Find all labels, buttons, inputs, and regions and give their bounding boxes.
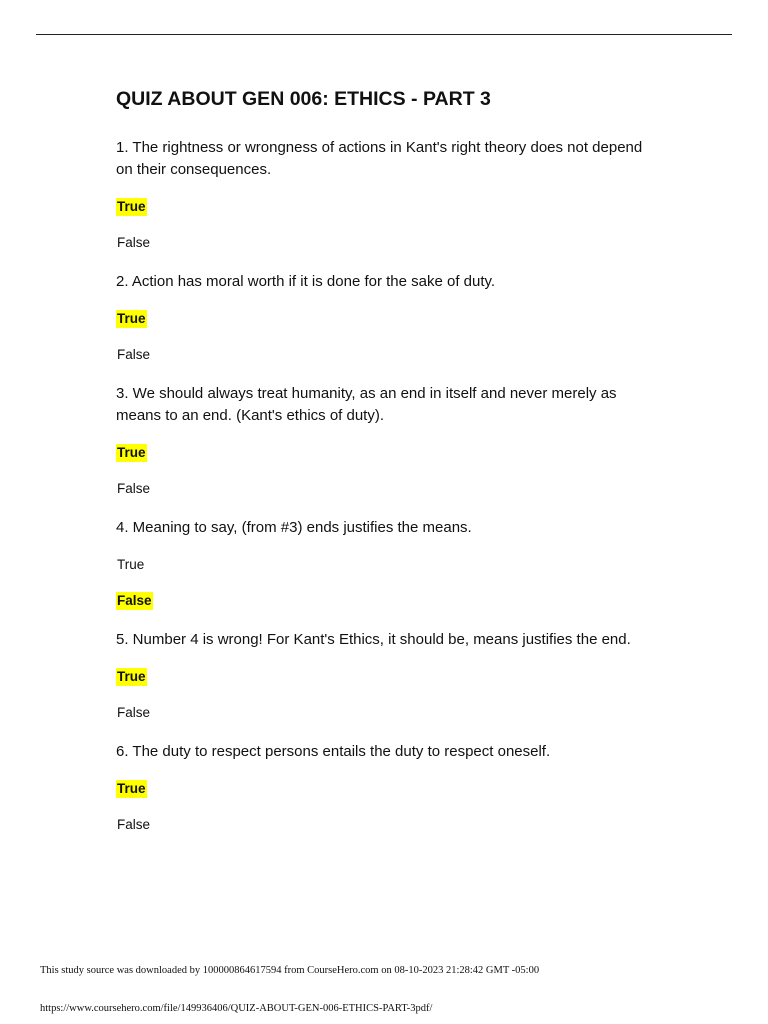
option-true [116,780,656,798]
option-label: True [117,781,146,796]
option-false [116,480,656,498]
option-label: True [117,557,145,572]
question-4 [116,517,656,610]
option-true [116,444,656,462]
question-text: 6. The duty to respect persons entails the duty to respect oneself. [116,743,551,760]
option-label: False [117,705,151,720]
option-label: True [117,199,146,214]
option-label: False [117,481,151,496]
question-text: 2. Action has moral worth if it is done for the sake of duty. [116,273,496,290]
option-false [116,816,656,834]
question-3 [116,383,656,498]
question-text: 4. Meaning to say, (from #3) ends justifies the means. [116,519,472,536]
question-5 [116,629,656,722]
download-source-note: This study source was downloaded by 100000864617594 from CourseHero.com on 08-10-2023 21:28:42 GMT -05:00 [40,965,540,976]
option-label: False [117,593,152,608]
top-divider [36,34,732,35]
quiz-document [116,86,656,853]
option-false [116,346,656,364]
question-text: 1. The rightness or wrongness of actions in Kant's right theory does not depend on their consequences. [116,139,643,178]
question-text: 3. We should always treat humanity, as an end in itself and never merely as means to an end. (Kant's ethics of duty). [116,385,617,424]
question-text: 5. Number 4 is wrong! For Kant's Ethics, it should be, means justifies the end. [116,631,631,648]
option-true [116,310,656,328]
page-title: QUIZ ABOUT GEN 006: ETHICS - PART 3 [116,88,491,110]
source-url[interactable]: https://www.coursehero.com/file/149936406/QUIZ-ABOUT-GEN-006-ETHICS-PART-3pdf/ [40,1003,433,1014]
option-false [116,704,656,722]
option-true [116,556,656,574]
option-label: False [117,235,151,250]
option-label: True [117,669,146,684]
option-label: False [117,347,151,362]
option-label: False [117,817,151,832]
option-true [116,198,656,216]
option-label: True [117,445,146,460]
question-6 [116,741,656,834]
option-label: True [117,311,146,326]
question-1 [116,137,656,252]
option-false [116,592,656,610]
question-2 [116,271,656,364]
option-true [116,668,656,686]
option-false [116,234,656,252]
